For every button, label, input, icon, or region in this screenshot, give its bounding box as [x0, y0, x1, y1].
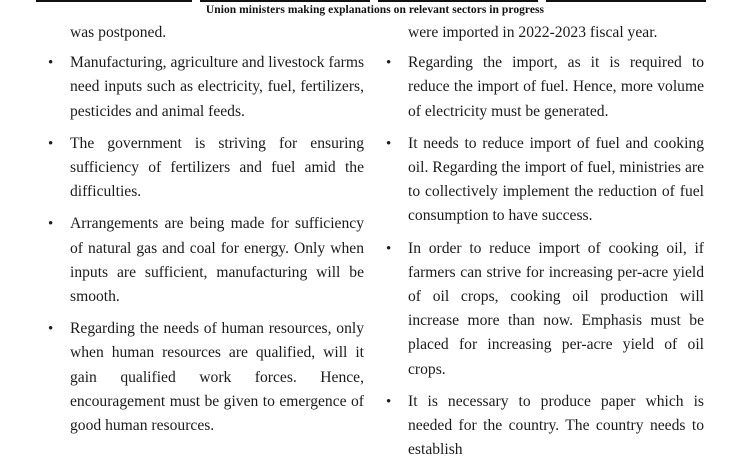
bullet-icon: • [48, 135, 54, 152]
bullet-text: Regarding the needs of human resources, only when human resources are qualified, will it gain qualified work forces. Hence, encouragement must be given to emergence of good human resources. [70, 320, 364, 435]
bullet-text: Manufacturing, agriculture and livestock farms need inputs such as electricity, fuel, fertilizers, pesticides and animal feeds. [70, 54, 365, 120]
bullet-text: Arrangements are being made for sufficiency of natural gas and coal for energy. Only when inputs are sufficient, manufacturing will be smooth. [70, 215, 364, 306]
photo-edge-segment [546, 0, 706, 2]
bullet-paragraph [48, 212, 364, 309]
bullet-icon: • [386, 135, 392, 152]
bullet-text: It is necessary to produce paper which is needed for the country. The country needs to establish [408, 392, 704, 459]
continuation-text: was postponed. [70, 24, 167, 41]
bullet-text: Regarding the import, as it is required to reduce the import of fuel. Hence, more volume of electricity must be generated. [408, 54, 704, 120]
bullet-paragraph [48, 317, 364, 438]
bullet-text: It needs to reduce import of fuel and cooking oil. Regarding the import of fuel, ministries are to collectively implement the reduction of fuel consumption to have success. [408, 134, 704, 225]
bullet-text: The government is striving for ensuring sufficiency of fertilizers and fuel amid the difficulties. [70, 134, 364, 201]
photo-caption: Union ministers making explanations on relevant sectors in progress [205, 4, 545, 16]
photo-frame-bottom-edge [36, 0, 706, 2]
bullet-icon: • [386, 240, 392, 257]
bullet-icon: • [48, 321, 54, 338]
bullet-paragraph [386, 237, 704, 382]
bullet-icon: • [48, 55, 54, 72]
bullet-paragraph [48, 51, 364, 124]
continuation-text: were imported in 2022-2023 fiscal year. [408, 24, 658, 41]
bullet-text: In order to reduce import of cooking oil, if farmers can strive for increasing per-acre yield of oil crops, cooking oil production will increase more than now. Emphasis must be placed for increasing per-acre yield of oil crops. [408, 239, 704, 378]
bullet-paragraph [386, 132, 704, 229]
bullet-icon: • [48, 216, 54, 233]
bullet-paragraph [48, 132, 364, 205]
bullet-paragraph [386, 390, 704, 462]
photo-edge-segment [36, 0, 192, 2]
right-column [386, 21, 704, 462]
photo-edge-segment [378, 0, 538, 2]
bullet-icon: • [386, 55, 392, 72]
photo-edge-segment [200, 0, 370, 2]
bullet-icon: • [386, 393, 392, 410]
bullet-paragraph [386, 51, 704, 124]
left-column [48, 21, 364, 438]
